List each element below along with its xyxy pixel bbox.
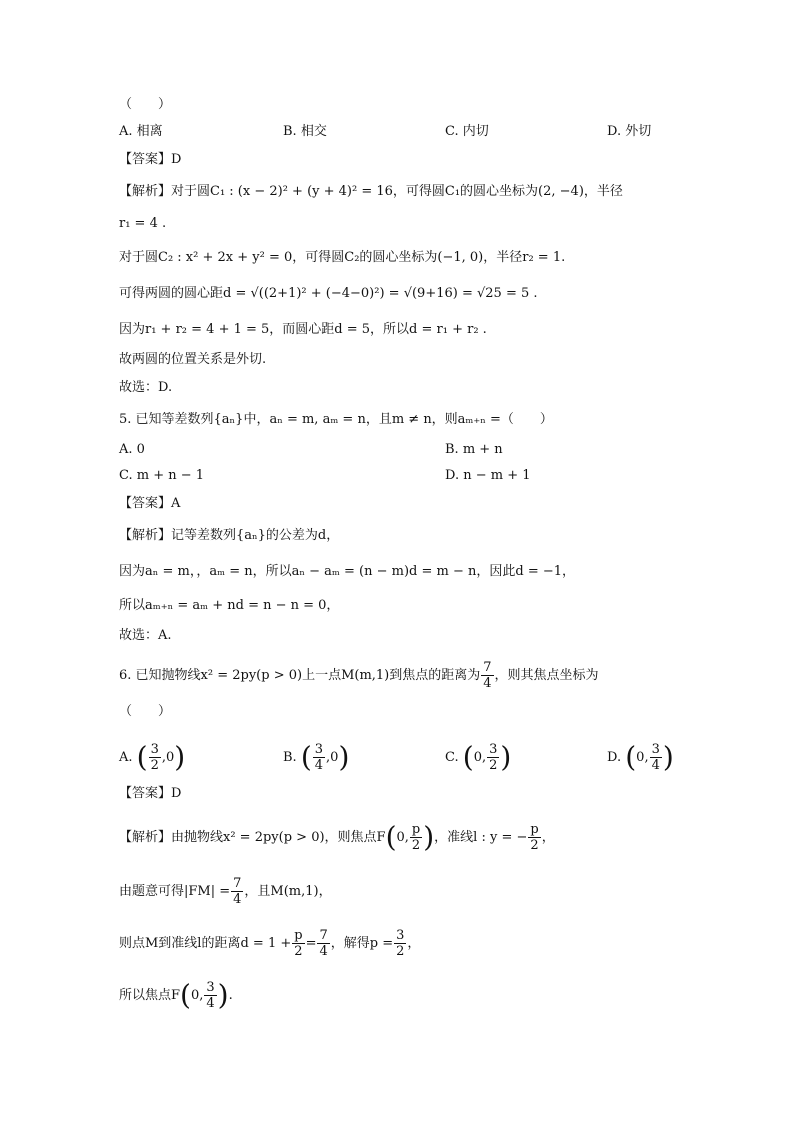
q4-answer: 【答案】D <box>119 152 182 167</box>
q6-exp2-b: ，且M(m,1)， <box>244 884 332 899</box>
q6-b-num: 3 <box>314 742 324 757</box>
q6-exp1-num2: p <box>530 822 539 837</box>
q6-b-den: 4 <box>314 758 324 773</box>
q6-exp3-den3: 2 <box>396 944 405 959</box>
q6-option-d-label: D. <box>607 750 622 765</box>
q6-option-b: B. ( $\frac{3}{4}$ ,0) <box>283 740 350 774</box>
q4-explanation-2: r₁ = 4 . <box>119 216 167 231</box>
q5-option-d: D. n − m + 1 <box>445 468 531 483</box>
q6-d-den: 4 <box>651 758 660 773</box>
q6-exp3-b: = <box>305 936 317 951</box>
q6-fraction <box>481 660 493 691</box>
q6-d-num: 3 <box>651 742 660 757</box>
q6-b-rest: ,0 <box>326 750 339 765</box>
q4-explanation-4: 可得两圆的圆心距d = √((2+1)² + (−4−0)²) = √(9+16) = √25 = 5 . <box>119 286 538 301</box>
q6-exp1-pre: 0, <box>396 830 409 845</box>
q6-option-a: A. ( $\frac{3}{2}$ ,0) <box>119 740 186 774</box>
q4-explanation-1: 【解析】对于圆C₁ : (x − 2)² + (y + 4)² = 16，可得圆C₁的圆心坐标为(2, −4)，半径 <box>119 184 623 199</box>
q6-option-b-label: B. <box>283 750 297 765</box>
q6-stem <box>119 660 599 691</box>
q4-option-a: A. 相离 <box>119 124 163 139</box>
q6-a-num: 3 <box>150 742 159 757</box>
q4-explanation-3: 对于圆C₂ : x² + 2x + y² = 0，可得圆C₂的圆心坐标为(−1, 0)，半径r₂ = 1. <box>119 250 566 265</box>
q6-exp4-num: 3 <box>206 980 215 995</box>
q6-a-den: 2 <box>150 758 159 773</box>
q4-paren: （ ） <box>119 97 172 112</box>
q6-stem-part-a: 6. 已知抛物线x² = 2py(p > 0)上一点M(m,1)到焦点的距离为 <box>119 668 481 683</box>
q6-option-a-label: A. <box>119 750 133 765</box>
q6-exp1-num: p <box>411 822 421 837</box>
q5-answer: 【答案】A <box>119 496 181 511</box>
q6-exp3-den1: 2 <box>294 944 303 959</box>
q6-fraction-num: 7 <box>483 660 492 675</box>
q6-d-pre: 0, <box>636 750 649 765</box>
q6-stem-part-b: ，则其焦点坐标为 <box>494 668 599 683</box>
q6-exp2-num: 7 <box>233 876 242 891</box>
q6-exp3-a: 则点M到准线l的距离d = 1 + <box>119 936 292 951</box>
q5-explanation-3: 所以aₘ₊ₙ = aₘ + nd = n − n = 0， <box>119 598 340 613</box>
q6-a-rest: ,0 <box>161 750 175 765</box>
q6-exp1-a: 【解析】由抛物线x² = 2py(p > 0)，则焦点F <box>119 830 386 845</box>
q6-exp3-d: ， <box>407 936 421 951</box>
q6-exp2-den: 4 <box>233 892 242 907</box>
q6-exp1-c: ， <box>541 830 555 845</box>
q6-explanation-1: 【解析】由抛物线x² = 2py(p > 0)，则焦点F(0, $\frac{p}{2}$ )，准线l : y = − $\frac{p}{2}$ ， <box>119 820 555 854</box>
q6-fraction-den: 4 <box>483 676 492 691</box>
q6-exp4-a: 所以焦点F <box>119 988 181 1003</box>
q4-explanation-5: 因为r₁ + r₂ = 4 + 1 = 5，而圆心距d = 5，所以d = r₁ + r₂ . <box>119 322 487 337</box>
q6-explanation-3 <box>119 928 420 959</box>
q5-option-a: A. 0 <box>119 442 145 457</box>
q6-exp2-a: 由题意可得|FM| = <box>119 884 231 899</box>
q6-option-c-label: C. <box>445 750 459 765</box>
q6-explanation-2 <box>119 876 332 907</box>
q5-explanation-1: 【解析】记等差数列{aₙ}的公差为d， <box>119 528 340 543</box>
q6-exp3-num2: 7 <box>319 928 328 943</box>
q5-option-c: C. m + n − 1 <box>119 468 205 483</box>
q6-c-pre: 0, <box>473 750 487 765</box>
q6-option-c: C. (0, $\frac{3}{2}$ ) <box>445 740 512 774</box>
q6-exp4-pre: 0, <box>190 988 204 1003</box>
q6-paren: （ ） <box>119 704 172 719</box>
q6-explanation-4: 所以焦点F(0, $\frac{3}{4}$ ). <box>119 978 233 1012</box>
q4-explanation-6: 故两圆的位置关系是外切. <box>119 352 267 367</box>
q5-explanation-2: 因为aₙ = m，，aₘ = n，所以aₙ − aₘ = (n − m)d = m − n，因此d = −1， <box>119 564 576 579</box>
q6-exp3-num1: p <box>294 928 303 943</box>
q4-option-b: B. 相交 <box>283 124 327 139</box>
q6-exp3-num3: 3 <box>396 928 405 943</box>
q5-explanation-4: 故选：A. <box>119 628 172 643</box>
q6-exp1-den2: 2 <box>530 838 539 853</box>
q6-exp1-b: ，准线l : y = − <box>434 830 528 845</box>
q5-stem: 5. 已知等差数列{aₙ}中，aₙ = m, aₘ = n，且m ≠ n，则aₘ₊ₙ =（ ） <box>119 412 553 427</box>
q5-option-b: B. m + n <box>445 442 503 457</box>
q6-exp4-den: 4 <box>206 996 215 1011</box>
q6-exp3-c: ，解得p = <box>330 936 394 951</box>
q4-explanation-7: 故选：D. <box>119 380 173 395</box>
q6-c-den: 2 <box>489 758 498 773</box>
q6-exp1-den: 2 <box>411 838 421 853</box>
q6-exp3-den2: 4 <box>319 944 328 959</box>
q6-option-d: D. (0, $\frac{3}{4}$ ) <box>607 740 674 774</box>
q4-option-d: D. 外切 <box>607 124 652 139</box>
q6-c-num: 3 <box>489 742 498 757</box>
q6-exp4-b: . <box>228 988 233 1003</box>
q6-answer: 【答案】D <box>119 786 182 801</box>
q4-option-c: C. 内切 <box>445 124 489 139</box>
